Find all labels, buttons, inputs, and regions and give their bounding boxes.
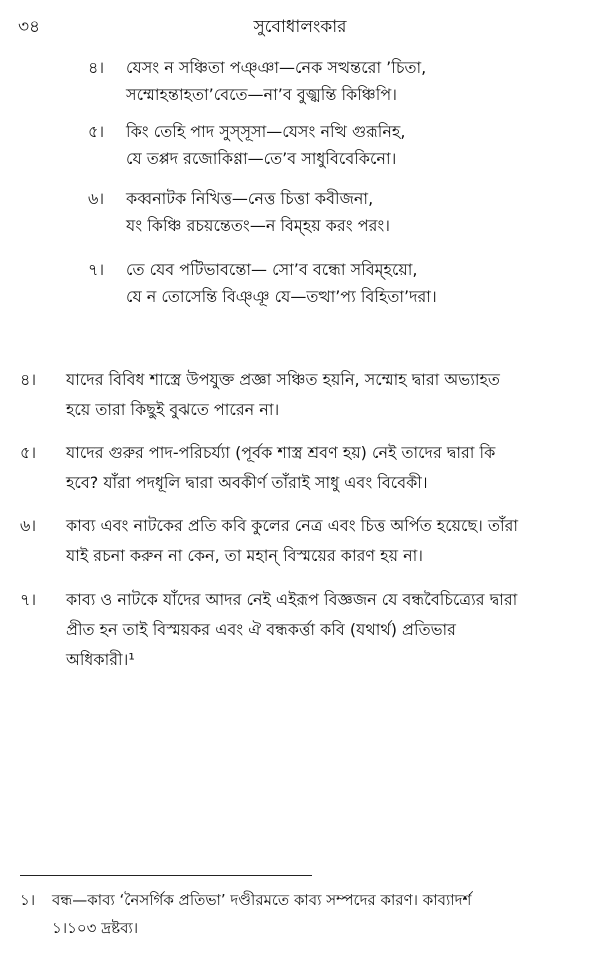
paragraph-line: কাব্য ও নাটকে যাঁদের আদর নেই এইরূপ বিজ্ঞজন যে বন্ধবৈচিত্র্যের দ্বারা xyxy=(66,590,518,609)
paragraph-line: যাদের বিবিধ শাস্ত্রে উপযুক্ত প্রজ্ঞা সঞ্চিত হয়নি, সম্মোহ দ্বারা অভ্যাহত xyxy=(66,370,500,389)
page-header xyxy=(0,10,600,40)
paragraph-number: ৬। xyxy=(20,516,37,535)
paragraph-line: কাব্য এবং নাটকের প্রতি কবি কুলের নেত্র এবং চিত্ত অর্পিত হয়েছে। তাঁরা xyxy=(66,516,519,535)
paragraph-number: ৫। xyxy=(20,443,37,462)
footnote-rule xyxy=(20,875,312,876)
footnote-number: ১। xyxy=(20,891,36,909)
verse-line: কিং তেহি পাদ সুস্সূসা—যেসং নত্থি গুরূনিহ, xyxy=(126,122,406,141)
verse-number: ৫। xyxy=(88,122,105,141)
paragraph-line: যাই রচনা করুন না কেন, তা মহান্ বিস্ময়ের কারণ হয় না। xyxy=(66,546,424,565)
page-number: ৩৪ xyxy=(18,17,41,37)
verse-line: সম্মোহন্তাহতা’বেতে—না’ব বুজ্ঝন্তি কিঞ্চিপি। xyxy=(126,85,397,104)
paragraph-line: যাদের গুরুর পাদ-পরিচর্য্যা (পূর্বক শাস্ত্র শ্রবণ হয়) নেই তাদের দ্বারা কি xyxy=(66,443,496,462)
verse-number: ৬। xyxy=(88,189,105,208)
paragraph-line: হবে? যাঁরা পদধূলি দ্বারা অবকীর্ণ তাঁরাই সাধু এবং বিবেকী। xyxy=(66,473,428,492)
paragraph-number: ৪। xyxy=(20,370,37,389)
verse-line: যং কিঞ্চি রচয়ন্তেতং—ন বিম্হয় করং পরং। xyxy=(126,216,390,235)
paragraph-number: ৭। xyxy=(20,590,37,609)
verse-number: ৪। xyxy=(88,58,105,77)
verse-line: যেসং ন সঞ্চিতা পঞ্ঞা—নেক সত্থন্তরো ’চিতা, xyxy=(126,58,427,77)
verse-number: ৭। xyxy=(88,260,105,279)
footnote-line: ১।১০৩ দ্রষ্টব্য। xyxy=(52,919,139,937)
paragraph-line: হয়ে তারা কিছুই বুঝতে পারেন না। xyxy=(66,400,280,419)
verse-line: যে ন তোসেন্তি বিঞ্ঞূ যে—তত্থা’প্য বিহিতা’দরা। xyxy=(126,287,437,306)
verse-line: যে তপ্পদ রজোকিণ্ণা—তে’ব সাধুবিবেকিনো। xyxy=(126,149,397,168)
verse-line: তে যেব পটিভাবন্তো— সো’ব বন্ধো সবিম্হয়ো, xyxy=(126,260,418,279)
footnote-line: বন্ধ—কাব্য ‘নৈসর্গিক প্রতিভা’ দণ্ডীরমতে কাব্য সম্পদের কারণ। কাব্যাদর্শ xyxy=(52,891,472,909)
verse-line: কব্বনাটক নিখিত্ত—নেত্ত চিত্তা কবীজনা, xyxy=(126,189,374,208)
paragraph-line: প্রীত হন তাই বিস্ময়কর এবং ঐ বন্ধকর্ত্তা কবি (যথার্থ) প্রতিভার xyxy=(66,620,456,639)
paragraph-line: অধিকারী।¹ xyxy=(66,650,135,669)
running-title: সুবোধালংকার xyxy=(253,17,347,37)
